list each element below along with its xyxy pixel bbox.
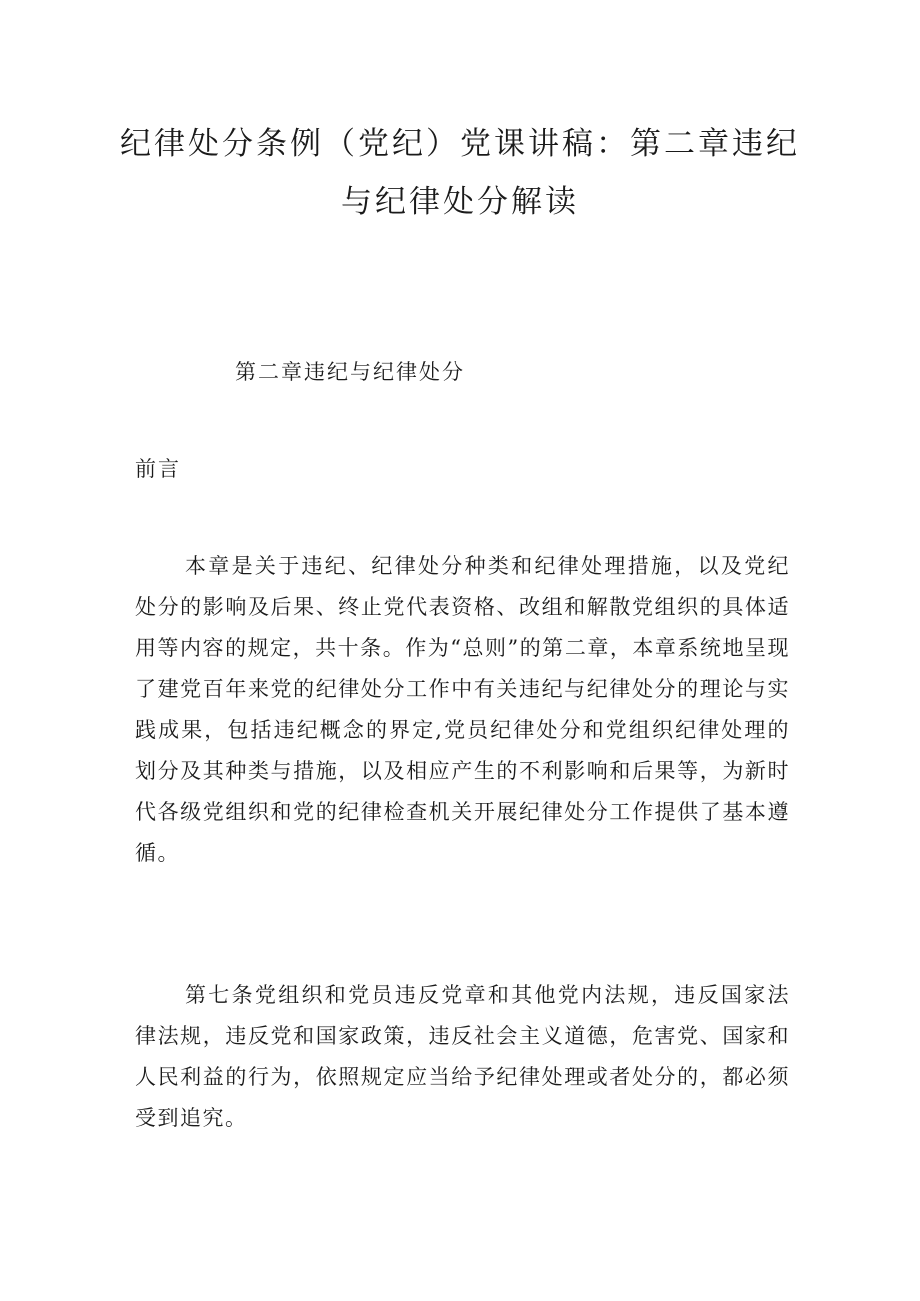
title-line-1: 纪律处分条例（党纪）党课讲稿：第二章违纪 bbox=[120, 126, 800, 162]
title-line-2: 与纪律处分解读 bbox=[341, 184, 579, 220]
body-paragraph-1: 本章是关于违纪、纪律处分种类和纪律处理措施，以及党纪处分的影响及后果、终止党代表资格、改组和解散党组织的具体适用等内容的规定，共十条。作为“总则”的第二章，本章系统地呈现了建党百年来党的纪律处分工作中有关违纪与纪律处分的理论与实践成果，包括违纪概念的界定,党员纪律处分和党组织纪律处理的划分及其种类与措施，以及相应产生的不利影响和后果等，为新时代各级党组织和党的纪律检查机关开展纪律处分工作提供了基本遵循。 bbox=[135, 554, 790, 865]
preface-heading: 前言 bbox=[135, 457, 181, 481]
chapter-heading: 第二章违纪与纪律处分 bbox=[235, 360, 465, 384]
document-title bbox=[120, 115, 800, 231]
body-paragraph-2: 第七条党组织和党员违反党章和其他党内法规，违反国家法律法规，违反党和国家政策，违反社会主义道德，危害党、国家和人民利益的行为，依照规定应当给予纪律处理或者处分的，都必须受到追究。 bbox=[135, 983, 790, 1130]
